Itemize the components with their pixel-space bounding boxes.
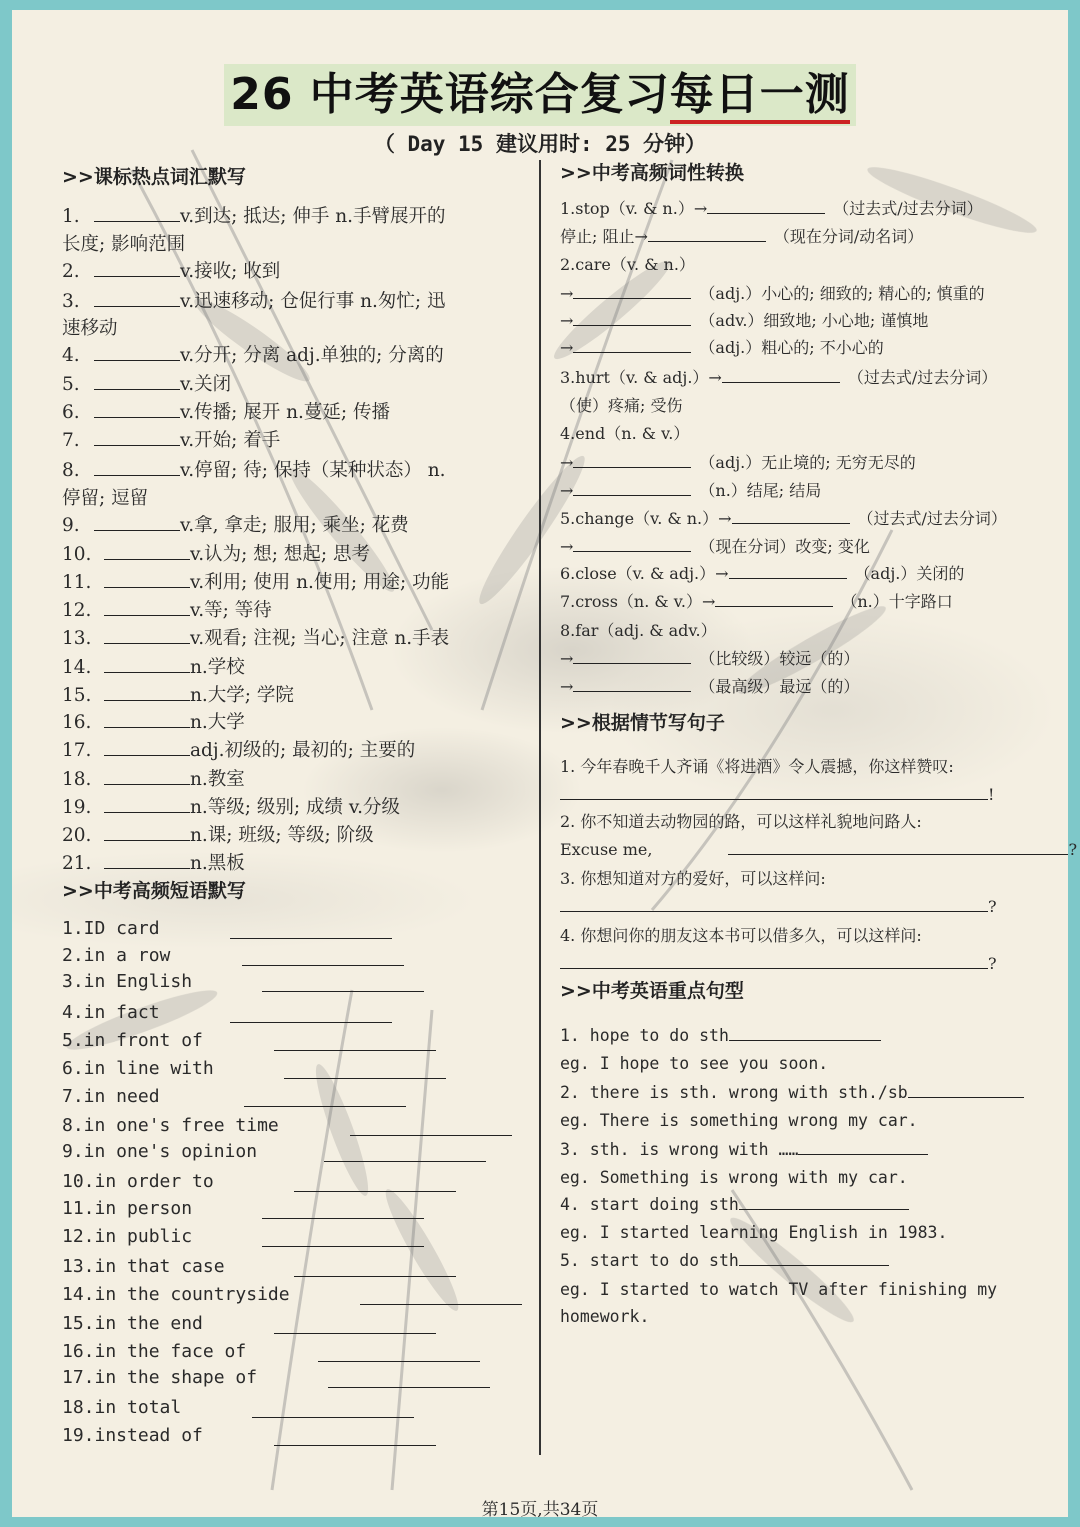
pattern-blank[interactable] xyxy=(798,1137,928,1155)
phrase-blank[interactable] xyxy=(274,1033,436,1051)
vocab-blank[interactable] xyxy=(94,513,180,531)
vocab-blank[interactable] xyxy=(104,683,190,701)
phrase-text: 18.in total xyxy=(62,1397,182,1418)
vocab-number: 9. xyxy=(62,515,80,536)
conversion-hint: （过去式/过去分词） xyxy=(833,199,983,218)
vocab-meaning: n.大学; 学院 xyxy=(190,685,294,706)
vocab-blank[interactable] xyxy=(94,289,180,307)
pattern-text: 1. hope to do sth xyxy=(560,1026,729,1045)
vocab-blank[interactable] xyxy=(94,372,180,390)
vocab-number: 13. xyxy=(62,628,92,649)
vocab-number: 2. xyxy=(62,261,80,282)
vocab-blank[interactable] xyxy=(104,655,190,673)
phrase-item xyxy=(62,1112,279,1140)
section-sentences-title: >>根据情节写句子 xyxy=(560,712,725,734)
phrase-item xyxy=(62,1055,214,1083)
phrase-text: 7.in need xyxy=(62,1086,160,1107)
conversion-hint: （比较级）较远（的） xyxy=(699,649,860,668)
conversion-blank[interactable] xyxy=(648,224,766,242)
vocab-item xyxy=(62,597,272,625)
phrase-blank[interactable] xyxy=(252,1400,414,1418)
vocab-blank[interactable] xyxy=(94,204,180,222)
vocab-meaning: n.课; 班级; 等级; 阶级 xyxy=(190,825,374,846)
phrase-blank[interactable] xyxy=(294,1174,456,1192)
conversion-prompt: 停止; 阻止→ xyxy=(560,227,648,246)
vocab-meaning: v.等; 等待 xyxy=(190,600,272,621)
section-conversion-title: >>中考高频词性转换 xyxy=(560,162,744,184)
pattern-item xyxy=(560,1079,1024,1107)
excuse-me-text: Excuse me, xyxy=(560,840,653,859)
vocab-number: 15. xyxy=(62,685,92,706)
vocab-item xyxy=(62,371,231,399)
conversion-item xyxy=(560,223,923,251)
conversion-prompt: 1.stop（v. & n.）→ xyxy=(560,199,708,218)
pattern-text: eg. I started learning English in 1983. xyxy=(560,1223,948,1242)
worksheet xyxy=(12,10,1078,1520)
phrase-blank[interactable] xyxy=(284,1061,446,1079)
pattern-text: eg. There is something wrong my car. xyxy=(560,1111,918,1130)
phrase-text: 17.in the shape of xyxy=(62,1367,258,1388)
vocab-number: 10. xyxy=(62,544,92,565)
pattern-text: eg. Something is wrong with my car. xyxy=(560,1168,908,1187)
conversion-item xyxy=(560,364,997,392)
phrase-text: 13.in that case xyxy=(62,1256,225,1277)
pattern-text: 5. start to do sth xyxy=(560,1251,739,1270)
sentence-blank[interactable] xyxy=(560,782,988,800)
phrase-item xyxy=(62,1364,257,1392)
phrase-blank[interactable] xyxy=(294,1259,456,1277)
sentence-prompt: 4. 你想问你的朋友这本书可以借多久，可以这样问: xyxy=(560,926,922,945)
vocab-meaning: v.分开; 分离 adj.单独的; 分离的 xyxy=(180,345,444,366)
pattern-example xyxy=(560,1050,828,1078)
conversion-prompt: → xyxy=(560,677,574,696)
conversion-hint: （n.）结尾; 结局 xyxy=(699,481,822,500)
conversion-item xyxy=(560,251,695,279)
vocab-number: 12. xyxy=(62,600,92,621)
section-vocab-title: >>课标热点词汇默写 xyxy=(62,166,246,188)
conversion-prompt: → xyxy=(560,481,574,500)
pattern-example xyxy=(560,1219,947,1247)
conversion-blank[interactable] xyxy=(573,281,691,299)
conversion-item xyxy=(560,307,928,335)
sentence-answer-line xyxy=(560,836,1077,864)
vocab-number: 1. xyxy=(62,206,80,227)
conversion-item xyxy=(560,533,870,561)
pattern-example xyxy=(560,1303,649,1331)
pattern-text: eg. I started to watch TV after finishing my xyxy=(560,1280,998,1299)
conversion-blank[interactable] xyxy=(573,646,691,664)
phrase-item xyxy=(62,1195,192,1223)
conversion-prompt: 4.end（n. & v.） xyxy=(560,424,690,443)
pattern-example xyxy=(560,1164,908,1192)
vocab-item xyxy=(62,654,245,682)
phrase-blank[interactable] xyxy=(262,1229,424,1247)
vocab-number: 21. xyxy=(62,853,92,874)
vocab-item xyxy=(62,342,444,370)
conversion-hint: （n.）十字路口 xyxy=(841,592,953,611)
vocab-meaning: v.利用; 使用 n.使用; 用途; 功能 xyxy=(190,572,450,593)
conversion-blank[interactable] xyxy=(573,478,691,496)
vocab-item xyxy=(62,850,245,878)
phrase-blank[interactable] xyxy=(274,1428,436,1446)
vocab-meaning: n.学校 xyxy=(190,657,245,678)
vocab-number: 5. xyxy=(62,374,80,395)
sentence-punctuation: ? xyxy=(988,897,997,916)
phrase-text: 2.in a row xyxy=(62,945,171,966)
vocab-meaning: n.黑板 xyxy=(190,853,245,874)
phrase-item xyxy=(62,1253,225,1281)
vocab-number: 17. xyxy=(62,740,92,761)
conversion-hint: （过去式/过去分词） xyxy=(847,368,998,387)
phrase-item xyxy=(62,1223,192,1251)
conversion-item xyxy=(560,449,916,477)
phrase-item xyxy=(62,915,160,943)
vocab-blank[interactable] xyxy=(104,598,190,616)
pattern-blank[interactable] xyxy=(908,1080,1024,1098)
title-main: 26 中考英语综合复习 xyxy=(230,69,670,120)
phrase-text: 14.in the countryside xyxy=(62,1284,290,1305)
vocab-item xyxy=(62,231,185,259)
vocab-meaning: n.大学 xyxy=(190,712,245,733)
conversion-item xyxy=(560,560,964,588)
vocab-blank[interactable] xyxy=(104,795,190,813)
conversion-hint: （adv.）细致地; 小心地; 谨慎地 xyxy=(699,311,929,330)
vocab-meaning: n.等级; 级别; 成绩 v.分级 xyxy=(190,797,401,818)
vocab-number: 8. xyxy=(62,460,80,481)
phrase-text: 4.in fact xyxy=(62,1002,160,1023)
section-patterns-title: >>中考英语重点句型 xyxy=(560,980,744,1002)
vocab-number: 19. xyxy=(62,797,92,818)
sentence-blank[interactable] xyxy=(560,894,988,912)
vocab-number: 4. xyxy=(62,345,80,366)
conversion-prompt: → xyxy=(560,649,574,668)
vocab-number: 6. xyxy=(62,402,80,423)
conversion-hint: （现在分词）改变; 变化 xyxy=(699,537,870,556)
vocab-blank[interactable] xyxy=(94,343,180,361)
phrase-blank[interactable] xyxy=(242,948,404,966)
phrase-text: 1.ID card xyxy=(62,918,160,939)
vocab-item xyxy=(62,682,294,710)
sentence-prompt: 1. 今年春晚千人齐诵《将进酒》令人震撼，你这样赞叹: xyxy=(560,757,954,776)
section-phrases-title: >>中考高频短语默写 xyxy=(62,880,246,902)
vocab-item xyxy=(62,427,280,455)
sentence-prompt: 3. 你想知道对方的爱好，可以这样问: xyxy=(560,869,826,888)
phrase-text: 3.in English xyxy=(62,971,193,992)
vocab-item xyxy=(62,399,390,427)
vocab-meaning: v.认为; 想; 想起; 思考 xyxy=(190,544,370,565)
pattern-blank[interactable] xyxy=(739,1248,889,1266)
conversion-hint: （adj.）无止境的; 无穷无尽的 xyxy=(699,453,916,472)
vocab-item xyxy=(62,569,449,597)
phrase-item xyxy=(62,1394,181,1422)
vocab-number: 16. xyxy=(62,712,92,733)
vocab-blank[interactable] xyxy=(94,458,180,476)
phrase-text: 6.in line with xyxy=(62,1058,214,1079)
phrase-text: 12.in public xyxy=(62,1226,193,1247)
sentence-punctuation: ? xyxy=(1068,840,1078,859)
phrase-text: 19.instead of xyxy=(62,1425,203,1446)
vocab-blank[interactable] xyxy=(104,823,190,841)
conversion-hint: （adj.）小心的; 细致的; 精心的; 慎重的 xyxy=(699,284,985,303)
pattern-item xyxy=(560,1136,928,1164)
phrase-blank[interactable] xyxy=(262,974,424,992)
vocab-item xyxy=(62,485,148,513)
phrase-text: 5.in front of xyxy=(62,1030,203,1051)
pattern-blank[interactable] xyxy=(729,1023,881,1041)
phrase-blank[interactable] xyxy=(318,1344,480,1362)
conversion-hint: （现在分词/动名词） xyxy=(773,227,924,246)
vocab-number: 11. xyxy=(62,572,92,593)
conversion-blank[interactable] xyxy=(722,365,840,383)
phrase-item xyxy=(62,1138,257,1166)
title-area xyxy=(12,64,1068,126)
conversion-blank[interactable] xyxy=(715,589,833,607)
phrase-blank[interactable] xyxy=(230,921,392,939)
vocab-blank[interactable] xyxy=(104,738,190,756)
column-divider xyxy=(539,160,541,1455)
pattern-text: homework. xyxy=(560,1307,650,1326)
phrase-blank[interactable] xyxy=(244,1089,406,1107)
sentence-answer-line xyxy=(560,781,994,809)
vocab-meaning: v.关闭 xyxy=(180,374,232,395)
phrase-item xyxy=(62,1338,246,1366)
phrase-text: 16.in the face of xyxy=(62,1341,247,1362)
phrase-item xyxy=(62,1281,290,1309)
phrase-text: 11.in person xyxy=(62,1198,193,1219)
sentence-blank[interactable] xyxy=(560,951,988,969)
vocab-item xyxy=(62,541,370,569)
conversion-item xyxy=(560,280,985,308)
page-footer: 第15页,共34页 xyxy=(481,1500,599,1520)
vocab-item xyxy=(62,258,280,286)
conversion-blank[interactable] xyxy=(573,450,691,468)
conversion-prompt: → xyxy=(560,453,574,472)
vocab-blank[interactable] xyxy=(104,851,190,869)
pattern-example xyxy=(560,1107,918,1135)
conversion-prompt: 8.far（adj. & adv.） xyxy=(560,621,717,640)
pattern-text: 3. sth. is wrong with …… xyxy=(560,1140,799,1159)
vocab-item xyxy=(62,315,118,343)
vocab-blank[interactable] xyxy=(94,259,180,277)
vocab-meaning: 速移动 xyxy=(62,318,118,339)
conversion-item xyxy=(560,334,884,362)
vocab-item xyxy=(62,625,449,653)
vocab-item xyxy=(62,822,374,850)
phrase-item xyxy=(62,1310,203,1338)
vocab-meaning: v.开始; 着手 xyxy=(180,430,281,451)
vocab-number: 7. xyxy=(62,430,80,451)
sentence-blank[interactable] xyxy=(728,837,1068,855)
vocab-blank[interactable] xyxy=(104,570,190,588)
vocab-meaning: v.停留; 待; 保持（某种状态） n. xyxy=(180,460,446,481)
conversion-prompt: → xyxy=(560,311,574,330)
pattern-blank[interactable] xyxy=(739,1192,909,1210)
phrase-item xyxy=(62,1083,160,1111)
conversion-item xyxy=(560,195,983,223)
pattern-example xyxy=(560,1276,997,1304)
conversion-blank[interactable] xyxy=(573,674,691,692)
vocab-blank[interactable] xyxy=(94,400,180,418)
vocab-number: 3. xyxy=(62,291,80,312)
vocab-item xyxy=(62,737,415,765)
pattern-text: eg. I hope to see you soon. xyxy=(560,1054,829,1073)
vocab-meaning: n.教室 xyxy=(190,769,245,790)
sentence-punctuation: ! xyxy=(988,785,995,804)
vocab-meaning: adj.初级的; 最初的; 主要的 xyxy=(190,740,416,761)
conversion-prompt: → xyxy=(560,284,574,303)
phrase-item xyxy=(62,1168,214,1196)
conversion-blank[interactable] xyxy=(707,196,825,214)
vocab-meaning: 长度; 影响范围 xyxy=(62,234,186,255)
conversion-blank[interactable] xyxy=(573,308,691,326)
vocab-blank[interactable] xyxy=(104,710,190,728)
vocab-blank[interactable] xyxy=(104,542,190,560)
conversion-prompt: 7.cross（n. & v.）→ xyxy=(560,592,716,611)
vocab-meaning: v.到达; 抵达; 伸手 n.手臂展开的 xyxy=(180,206,446,227)
conversion-blank[interactable] xyxy=(732,506,850,524)
phrase-blank[interactable] xyxy=(328,1370,490,1388)
vocab-meaning: 停留; 逗留 xyxy=(62,488,149,509)
vocab-number: 20. xyxy=(62,825,92,846)
phrase-blank[interactable] xyxy=(230,1005,392,1023)
title-highlight: 每日一测 xyxy=(670,69,850,124)
conversion-item xyxy=(560,617,717,645)
conversion-prompt: 2.care（v. & n.） xyxy=(560,255,695,274)
pattern-text: 4. start doing sth xyxy=(560,1195,739,1214)
conversion-prompt: → xyxy=(560,537,574,556)
conversion-blank[interactable] xyxy=(573,534,691,552)
vocab-number: 18. xyxy=(62,769,92,790)
phrase-text: 10.in order to xyxy=(62,1171,214,1192)
conversion-item xyxy=(560,420,689,448)
sentence-answer-line xyxy=(560,950,997,978)
conversion-hint: （最高级）最远（的） xyxy=(699,677,860,696)
vocab-item xyxy=(62,512,409,540)
vocab-meaning: v.观看; 注视; 当心; 注意 n.手表 xyxy=(190,628,450,649)
phrase-text: 9.in one's opinion xyxy=(62,1141,258,1162)
phrase-item xyxy=(62,942,170,970)
vocab-item xyxy=(62,766,245,794)
phrase-blank[interactable] xyxy=(350,1118,512,1136)
conversion-item xyxy=(560,645,859,673)
conversion-prompt: 3.hurt（v. & adj.）→ xyxy=(560,368,722,387)
phrase-text: 8.in one's free time xyxy=(62,1115,279,1136)
phrase-item xyxy=(62,999,160,1027)
vocab-item xyxy=(62,794,400,822)
vocab-blank[interactable] xyxy=(104,626,190,644)
vocab-item xyxy=(62,288,446,316)
conversion-prompt: → xyxy=(560,338,574,357)
subtitle: （ Day 15 建议用时: 25 分钟） xyxy=(373,132,707,156)
conversion-item xyxy=(560,477,821,505)
conversion-prompt: （使）疼痛; 受伤 xyxy=(560,396,683,415)
phrase-item xyxy=(62,1027,203,1055)
pattern-item xyxy=(560,1022,881,1050)
page-title xyxy=(224,64,856,126)
conversion-hint: （adj.）关闭的 xyxy=(854,564,965,583)
vocab-meaning: v.拿, 拿走; 服用; 乘坐; 花费 xyxy=(180,515,409,536)
sentence-answer-line xyxy=(560,893,997,921)
vocab-meaning: v.接收; 收到 xyxy=(180,261,281,282)
pattern-text: 2. there is sth. wrong with sth./sb xyxy=(560,1083,908,1102)
conversion-item xyxy=(560,588,953,616)
conversion-item xyxy=(560,673,859,701)
vocab-meaning: v.传播; 展开 n.蔓延; 传播 xyxy=(180,402,391,423)
phrase-blank[interactable] xyxy=(262,1201,424,1219)
sentence-punctuation: ? xyxy=(988,954,997,973)
vocab-item xyxy=(62,709,245,737)
vocab-blank[interactable] xyxy=(94,428,180,446)
vocab-number: 14. xyxy=(62,657,92,678)
phrase-item xyxy=(62,1422,203,1450)
vocab-meaning: v.迅速移动; 仓促行事 n.匆忙; 迅 xyxy=(180,291,446,312)
conversion-item xyxy=(560,505,1007,533)
pattern-item xyxy=(560,1247,889,1275)
phrase-text: 15.in the end xyxy=(62,1313,203,1334)
conversion-hint: （过去式/过去分词） xyxy=(857,509,1007,528)
conversion-prompt: 6.close（v. & adj.）→ xyxy=(560,564,729,583)
conversion-item xyxy=(560,392,682,420)
conversion-blank[interactable] xyxy=(729,561,847,579)
vocab-blank[interactable] xyxy=(104,767,190,785)
phrase-blank[interactable] xyxy=(360,1287,522,1305)
conversion-blank[interactable] xyxy=(573,335,691,353)
conversion-hint: （adj.）粗心的; 不小心的 xyxy=(699,338,884,357)
phrase-blank[interactable] xyxy=(274,1316,436,1334)
phrase-item xyxy=(62,968,192,996)
conversion-prompt: 5.change（v. & n.）→ xyxy=(560,509,732,528)
pattern-item xyxy=(560,1191,909,1219)
phrase-blank[interactable] xyxy=(324,1144,486,1162)
sentence-prompt: 2. 你不知道去动物园的路，可以这样礼貌地问路人: xyxy=(560,812,922,831)
vocab-item xyxy=(62,203,446,231)
vocab-item xyxy=(62,457,446,485)
